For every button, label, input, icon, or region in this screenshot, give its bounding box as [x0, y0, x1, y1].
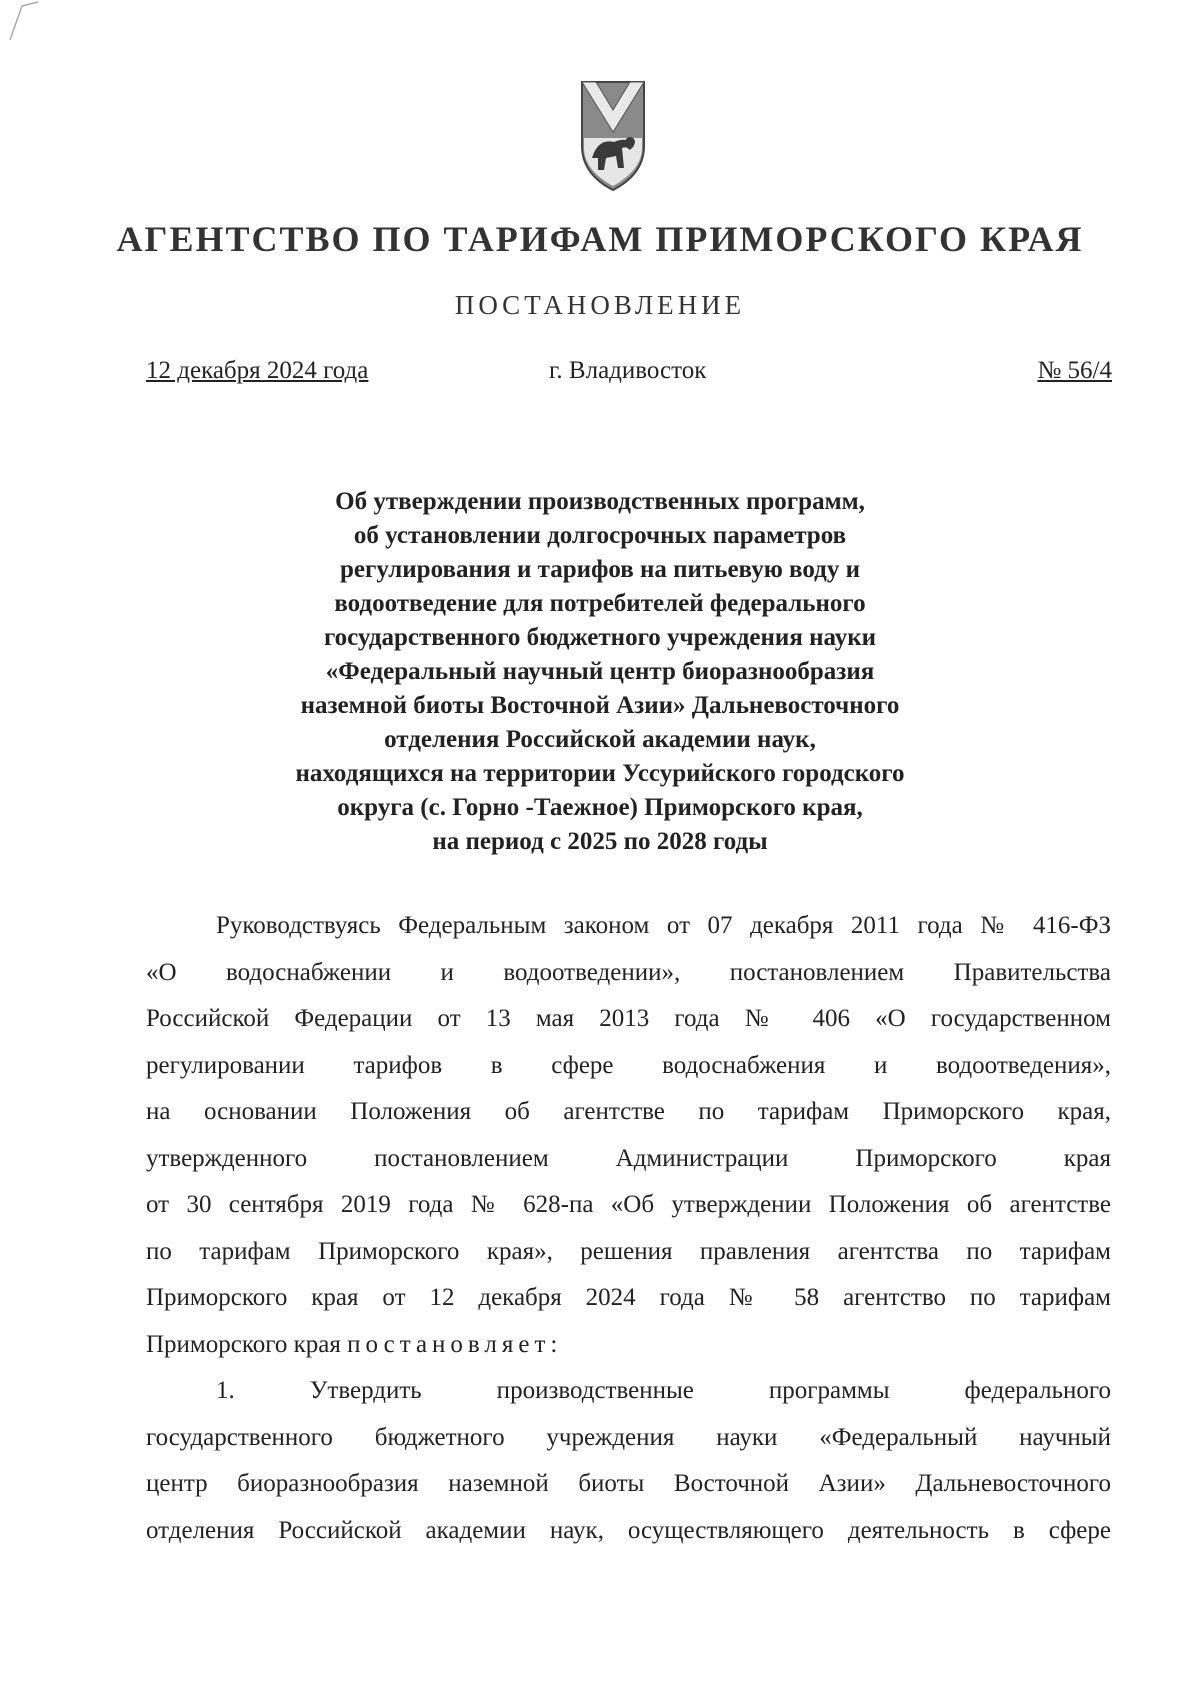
body-line: на основании Положения об агентстве по тарифам Приморского края,: [146, 1098, 1111, 1125]
body-line: регулировании тарифов в сфере водоснабжения и водоотведения»,: [146, 1051, 1111, 1079]
body-line: Приморского края от 12 декабря 2024 года № 58 агентство по тарифам: [146, 1284, 1111, 1311]
body-line: Руководствуясь Федеральным законом от 07 декабря 2011 года № 416-ФЗ: [216, 912, 1111, 939]
document-body: [146, 903, 1111, 1554]
title-line: регулирования и тарифов на питьевую воду и: [340, 556, 860, 583]
body-line: по тарифам Приморского края», решения правления агентства по тарифам: [146, 1237, 1111, 1265]
body-line: Российской Федерации от 13 мая 2013 года № 406 «О государственном: [146, 1005, 1111, 1032]
item-line: государственного бюджетного учреждения науки «Федеральный научный: [146, 1423, 1111, 1451]
coat-of-arms-icon: [578, 76, 648, 194]
body-line: утвержденного постановлением Администрации Приморского края: [146, 1144, 1111, 1172]
title-line: Об утверждении производственных программ,: [335, 488, 865, 515]
body-line: от 30 сентября 2019 года № 628-па «Об утверждении Положения об агентстве: [146, 1191, 1111, 1218]
document-city: г. Владивосток: [549, 357, 707, 384]
corner-pen-mark: [8, 0, 48, 40]
decree-word: постановляет:: [347, 1330, 563, 1358]
title-line: наземной биоты Восточной Азии» Дальневосточного: [300, 692, 900, 719]
title-line: «Федеральный научный центр биоразнообразия: [325, 658, 875, 685]
document-title: [200, 485, 1000, 859]
title-line: об установлении долгосрочных параметров: [353, 522, 847, 549]
document-date: 12 декабря 2024 года: [146, 357, 369, 384]
decree-prefix: Приморского края: [146, 1330, 348, 1358]
document-type: ПОСТАНОВЛЕНИЕ: [454, 290, 746, 320]
agency-name: АГЕНТСТВО ПО ТАРИФАМ ПРИМОРСКОГО КРАЯ: [116, 219, 1084, 259]
title-line: водоотведение для потребителей федерального: [334, 590, 866, 617]
item-line: отделения Российской академии наук, осуществляющего деятельность в сфере: [146, 1516, 1111, 1544]
title-line: отделения Российской академии наук,: [384, 726, 816, 753]
title-line: находящихся на территории Уссурийского городского: [295, 760, 905, 787]
body-line: «О водоснабжении и водоотведении», постановлением Правительства: [146, 958, 1111, 986]
document-number: № 56/4: [1037, 357, 1112, 384]
item-line: центр биоразнообразия наземной биоты Восточной Азии» Дальневосточного: [146, 1470, 1111, 1497]
title-line: округа (с. Горно -Таежное) Приморского края,: [337, 794, 863, 821]
decree-line: [146, 1322, 1111, 1369]
title-line: на период с 2025 по 2028 годы: [432, 828, 768, 855]
item-line: 1. Утвердить производственные программы федерального: [216, 1377, 1111, 1404]
title-line: государственного бюджетного учреждения науки: [323, 624, 877, 651]
